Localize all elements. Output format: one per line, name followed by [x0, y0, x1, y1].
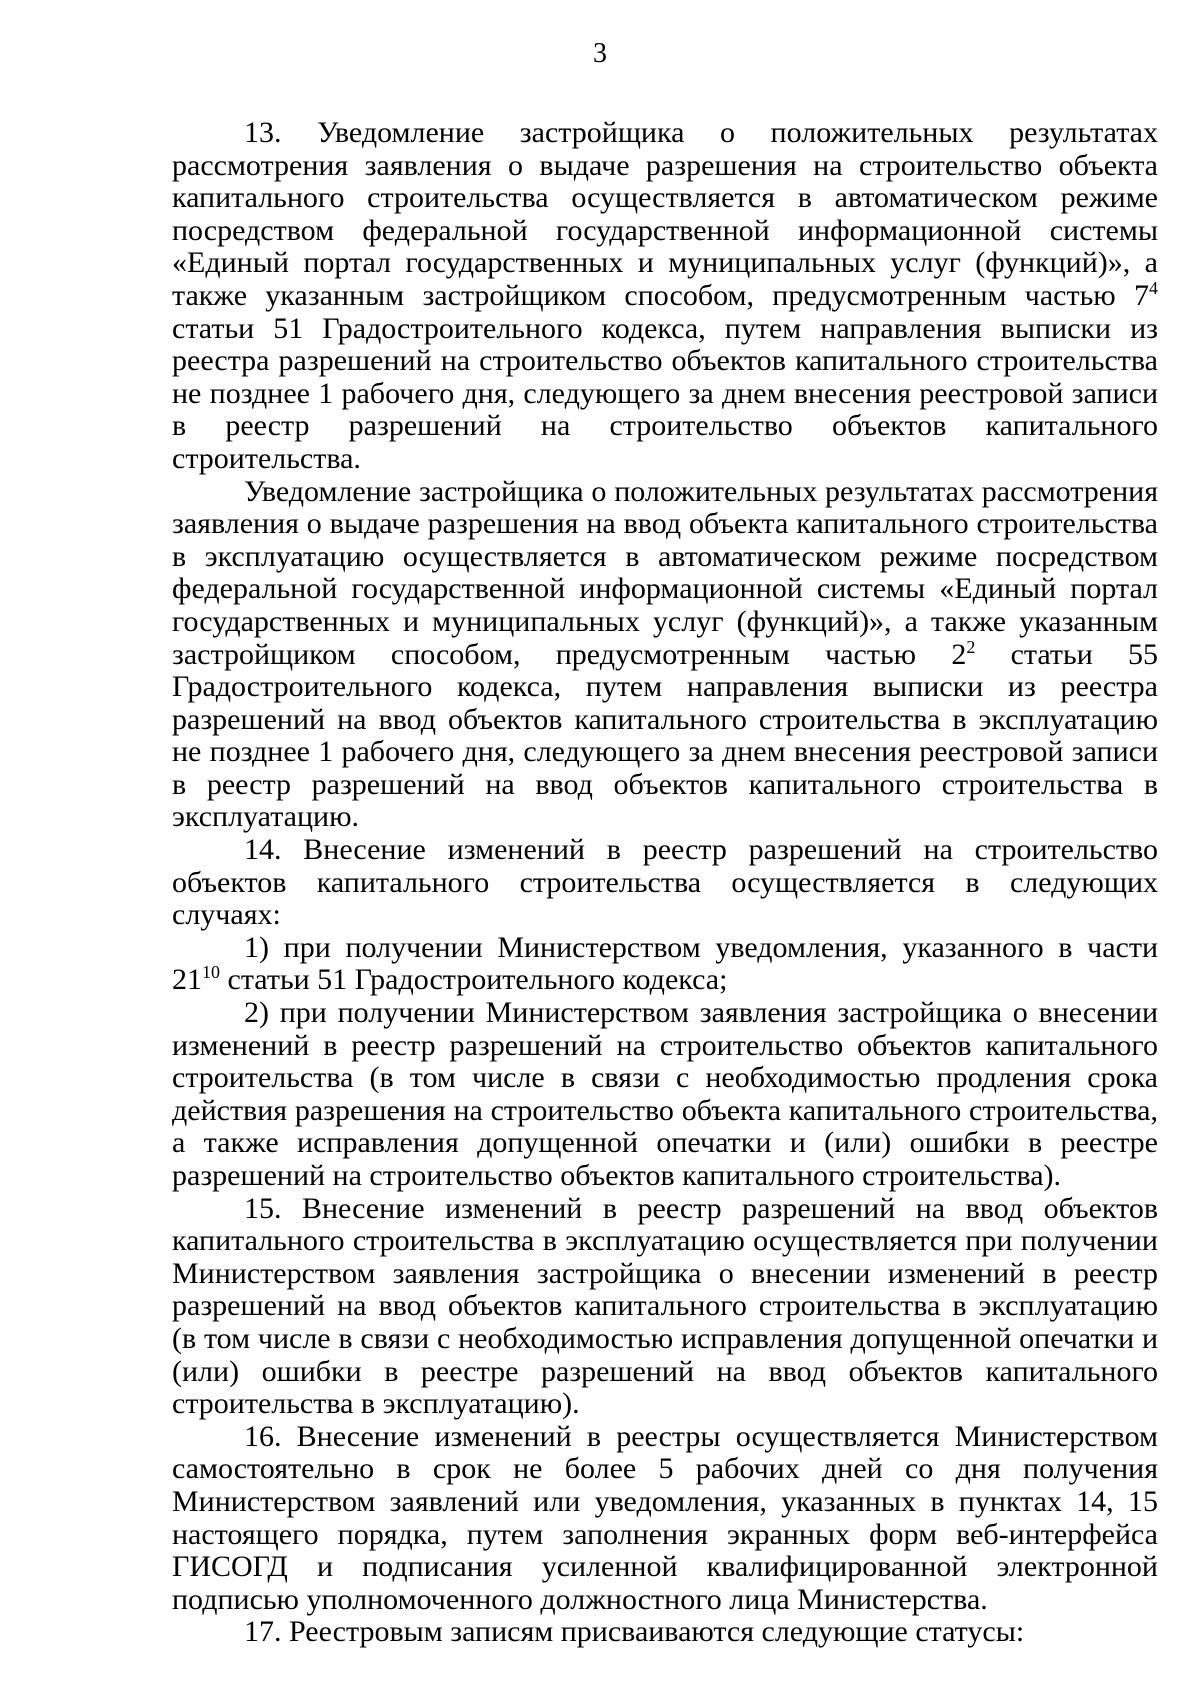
superscript: 10: [202, 962, 220, 983]
item-1-text: 1) при получении Министерством уведомления, указанного в части 21: [172, 930, 1158, 997]
paragraph-13-commissioning: [172, 476, 1158, 835]
paragraph-13b-tail: статьи 55 Градостроительного кодекса, путем направления выписки из реестра разрешений на ввод объектов капитального строительства в эксплуатацию не позднее 1 рабочего дня, следующего за днем внесения реестровой записи в реестр разрешений на ввод объектов капитального строительства в эксплуатацию.: [172, 637, 1158, 834]
superscript: 4: [1149, 277, 1158, 298]
paragraph-13: [172, 117, 1158, 476]
paragraph-13b-text: Уведомление застройщика о положительных результатах рассмотрения заявления о выдаче разрешения на ввод объекта капитального строительства в эксплуатацию осуществляется в автоматическом режиме посредством федеральной государственной информационной системы «Единый портал государственных и муниципальных услуг (функций)», а также указанным застройщиком способом, предусмотренным частью 2: [172, 474, 1158, 671]
paragraph-17: 17. Реестровым записям присваиваются следующие статусы:: [244, 1615, 1025, 1649]
paragraph-15: 15. Внесение изменений в реестр разрешений на ввод объектов капитального строительства в эксплуатацию осуществляется при получении Министерством заявления застройщика о внесении изменений в реестр разрешений на ввод объектов капитального строительства в эксплуатацию (в том числе в связи с необходимостью исправления допущенной опечатки и (или) ошибки в реестре разрешений на ввод объектов капитального строительства в эксплуатацию).: [172, 1191, 1158, 1421]
paragraph-13-text: 13. Уведомление застройщика о положительных результатах рассмотрения заявления о выдаче разрешения на строительство объекта капитального строительства осуществляется в автоматическом режиме посредством федеральной государственной информационной системы «Единый портал государственных и муниципальных услуг (функций)», а также указанным застройщиком способом, предусмотренным частью 7: [172, 116, 1158, 312]
superscript: 2: [966, 636, 976, 657]
item-1-tail: статьи 51 Градостроительного кодекса;: [220, 963, 728, 997]
page-number: 3: [593, 38, 607, 69]
paragraph-14-item-2: 2) при получении Министерством заявления застройщика о внесении изменений в реестр разрешений на строительство объектов капитального строительства (в том числе в связи с необходимостью продления срока действия разрешения на строительство объекта капитального строительства, а также исправления допущенной опечатки и (или) ошибки в реестре разрешений на строительство объектов капитального строительства).: [172, 996, 1158, 1192]
paragraph-13-tail: статьи 51 Градостроительного кодекса, путем направления выписки из реестра разрешений на строительство объектов капитального строительства не позднее 1 рабочего дня, следующего за днем внесения реестровой записи в реестр разрешений на строительство объектов капитального строительства.: [172, 311, 1158, 475]
paragraph-16: 16. Внесение изменений в реестры осуществляется Министерством самостоятельно в срок не более 5 рабочих дней со дня получения Министерством заявлений или уведомления, указанных в пунктах 14, 15 настоящего порядка, путем заполнения экранных форм веб-интерфейса ГИСОГД и подписания усиленной квалифицированной электронной подписью уполномоченного должностного лица Министерства.: [172, 1419, 1158, 1616]
document-body: [172, 117, 1158, 1649]
paragraph-14: 14. Внесение изменений в реестр разрешений на строительство объектов капитального строительства осуществляется в следующих случаях:: [172, 833, 1158, 932]
paragraph-14-item-1: [172, 932, 1158, 997]
